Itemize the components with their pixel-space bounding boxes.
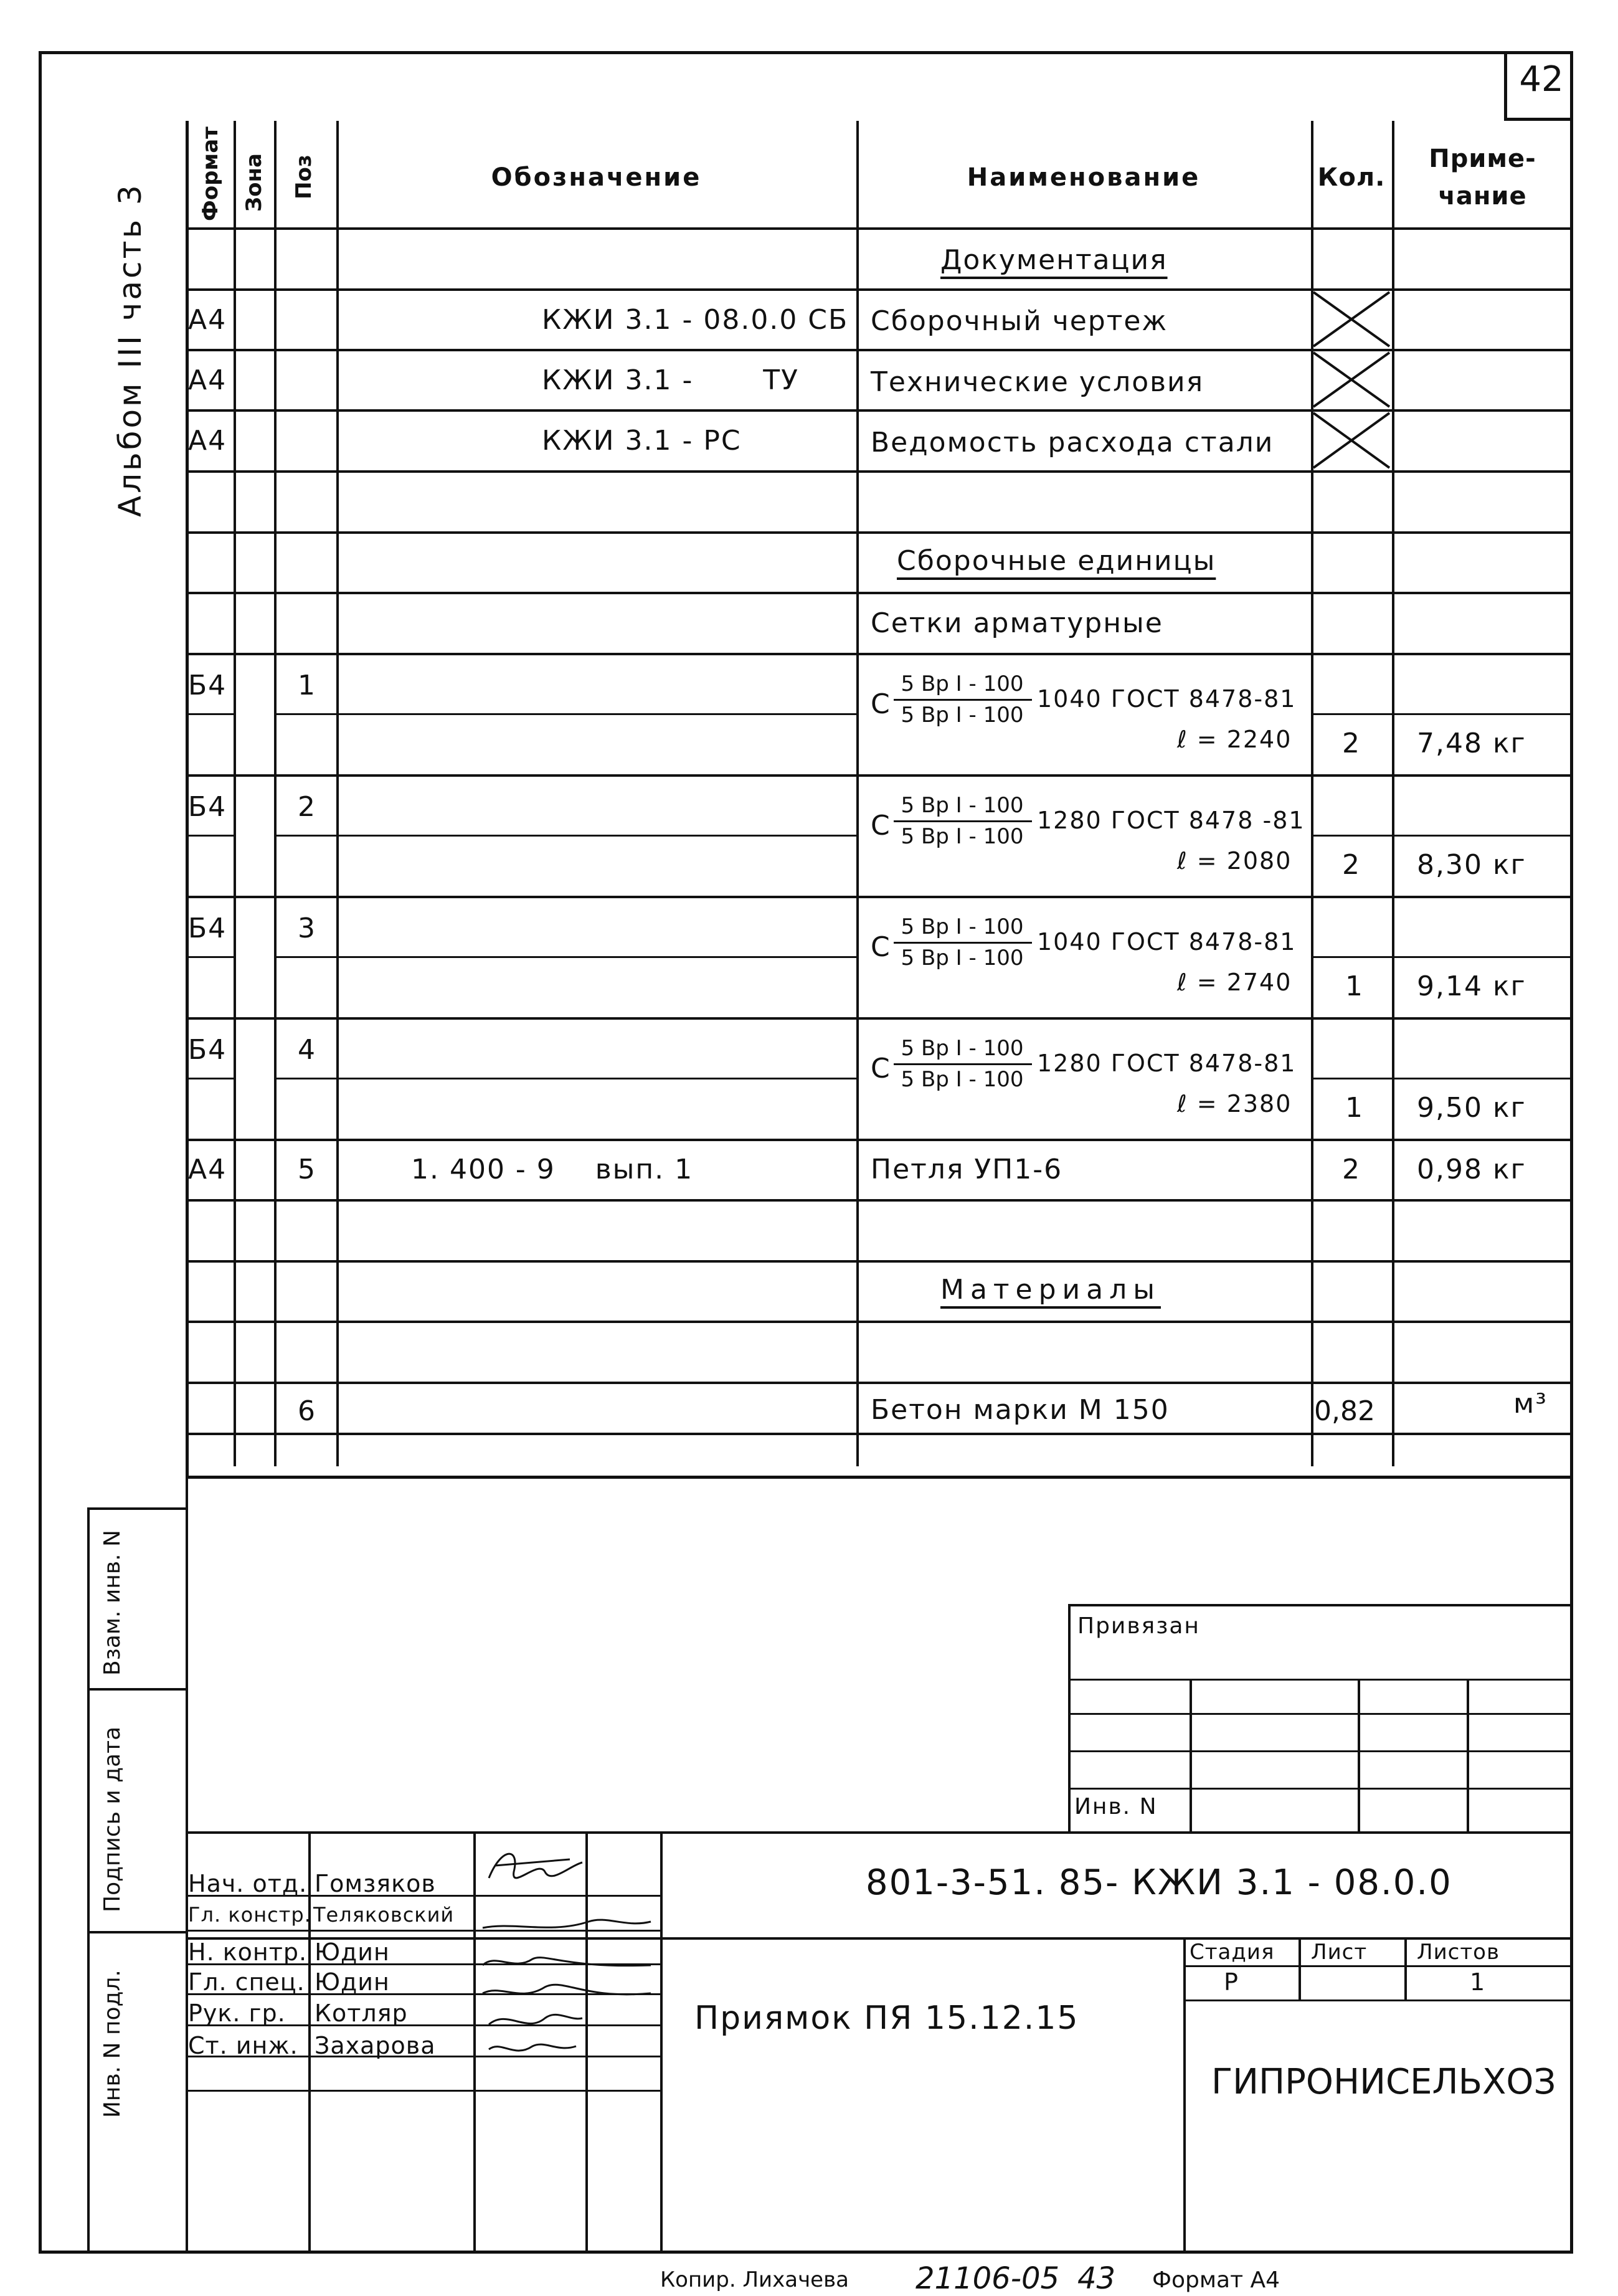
header-note-1: Приме- — [1429, 145, 1536, 173]
loop-name: Петля УП1-6 — [871, 1154, 1063, 1185]
mesh-denominator: 5 Вр I - 100 — [901, 824, 1024, 849]
doc-designation: КЖИ 3.1 - РС — [542, 425, 742, 457]
mesh-pos: 3 — [298, 913, 316, 944]
mesh-spec: 1280 ГОСТ 8478-81 — [1037, 1050, 1297, 1077]
doc-format: А4 — [188, 304, 227, 336]
mesh-note: 8,30 кг — [1417, 849, 1526, 881]
mesh-qty: 2 — [1342, 728, 1361, 759]
sheet-label: Лист — [1311, 1940, 1368, 1965]
product-title: Приямок ПЯ 15.12.15 — [694, 2000, 1079, 2037]
sheet-number: 42 — [1519, 59, 1564, 100]
mesh-denominator: 5 Вр I - 100 — [901, 946, 1024, 970]
doc-name: Сборочный чертеж — [871, 305, 1168, 337]
loop-format: А4 — [188, 1154, 227, 1185]
mesh-numerator: 5 Вр I - 100 — [901, 793, 1024, 818]
mesh-format: Б4 — [188, 1034, 227, 1066]
concrete-name: Бетон марки М 150 — [871, 1394, 1170, 1426]
mesh-note: 9,14 кг — [1417, 970, 1526, 1002]
header-line — [186, 227, 1573, 230]
loop-pos: 5 — [298, 1154, 316, 1185]
mesh-denominator: 5 Вр I - 100 — [901, 703, 1024, 728]
privyazan-label: Привязан — [1077, 1613, 1200, 1639]
mesh-length: ℓ = 2740 — [1177, 969, 1292, 996]
header-designation: Обозначение — [491, 163, 702, 192]
mesh-note: 7,48 кг — [1417, 728, 1526, 759]
loop-qty: 2 — [1342, 1154, 1361, 1185]
doc-designation: КЖИ 3.1 - 08.0.0 СБ — [542, 304, 849, 336]
loop-note: 0,98 кг — [1417, 1154, 1526, 1185]
person: Теляковский — [313, 1903, 455, 1927]
mesh-qty: 2 — [1342, 849, 1361, 881]
person: Котляр — [315, 2000, 408, 2027]
archive-code: 21106-05 — [915, 2261, 1060, 2296]
mesh-qty: 1 — [1345, 970, 1364, 1002]
header-name: Наименование — [967, 163, 1201, 192]
sign-date-label: Подпись и дата — [100, 1726, 125, 1912]
doc-name: Технические условия — [871, 366, 1204, 398]
loop-designation: 1. 400 - 9 вып. 1 — [411, 1154, 694, 1185]
role: Нач. отд. — [188, 1870, 308, 1897]
mesh-numerator: 5 Вр I - 100 — [901, 914, 1024, 939]
cross-marks — [1311, 288, 1392, 470]
section-mesh: Сетки арматурные — [871, 607, 1163, 639]
header-format: Формат — [198, 126, 223, 221]
mesh-numerator: 5 Вр I - 100 — [901, 671, 1024, 696]
mesh-pos: 2 — [298, 791, 316, 823]
concrete-pos: 6 — [298, 1395, 316, 1427]
sheets-value: 1 — [1470, 1968, 1486, 1996]
mesh-format: Б4 — [188, 670, 227, 701]
person: Гомзяков — [315, 1870, 436, 1897]
mesh-spec: 1040 ГОСТ 8478-81 — [1037, 928, 1297, 956]
doc-code: 801-3-51. 85- КЖИ 3.1 - 08.0.0 — [866, 1862, 1452, 1903]
role: Рук. гр. — [188, 2000, 286, 2027]
mesh-denominator: 5 Вр I - 100 — [901, 1067, 1024, 1092]
mesh-length: ℓ = 2080 — [1177, 847, 1292, 875]
section-assembly-units: Сборочные единицы — [897, 545, 1216, 577]
person: Юдин — [315, 1968, 390, 1996]
header-note-2: чание — [1438, 182, 1527, 211]
header-qty: Кол. — [1317, 163, 1386, 192]
col-line — [274, 121, 277, 1466]
header-zone: Зона — [242, 153, 267, 212]
doc-format: А4 — [188, 425, 227, 457]
mesh-c: С — [871, 810, 891, 842]
doc-designation: КЖИ 3.1 - ТУ — [542, 364, 799, 396]
person: Захарова — [315, 2032, 436, 2059]
mesh-spec: 1040 ГОСТ 8478-81 — [1037, 685, 1297, 713]
role: Гл. констр. — [188, 1903, 311, 1927]
stage-label: Стадия — [1190, 1940, 1275, 1965]
doc-format: А4 — [188, 364, 227, 396]
col-line — [234, 121, 236, 1466]
col-line — [1392, 121, 1394, 1466]
role: Гл. спец. — [188, 1968, 305, 1996]
mesh-length: ℓ = 2240 — [1177, 726, 1292, 753]
concrete-note: м³ — [1513, 1388, 1548, 1420]
section-materials: Материалы — [940, 1274, 1161, 1306]
inv-orig-label: Инв. N подл. — [100, 1970, 125, 2118]
mesh-pos: 4 — [298, 1034, 316, 1066]
col-line — [336, 121, 339, 1466]
album-label: Альбом III часть 3 — [112, 183, 148, 517]
replace-inv-label: Взам. инв. N — [100, 1530, 125, 1676]
mesh-spec: 1280 ГОСТ 8478 -81 — [1037, 807, 1305, 834]
privyazan-inv: Инв. N — [1074, 1794, 1158, 1819]
doc-name: Ведомость расхода стали — [871, 427, 1274, 458]
role: Н. контр. — [188, 1938, 308, 1966]
mesh-length: ℓ = 2380 — [1177, 1090, 1292, 1117]
header-pos: Поз — [291, 154, 316, 199]
concrete-qty: 0,82 — [1314, 1395, 1375, 1427]
mesh-c: С — [871, 931, 891, 963]
role: Ст. инж. — [188, 2032, 298, 2059]
mesh-numerator: 5 Вр I - 100 — [901, 1036, 1024, 1061]
mesh-format: Б4 — [188, 791, 227, 823]
mesh-c: С — [871, 688, 891, 720]
signatures — [476, 1834, 657, 2084]
mesh-pos: 1 — [298, 670, 316, 701]
section-documentation: Документация — [940, 244, 1168, 276]
mesh-qty: 1 — [1345, 1092, 1364, 1124]
sheets-label: Листов — [1417, 1940, 1500, 1965]
mesh-c: С — [871, 1053, 891, 1084]
mesh-format: Б4 — [188, 913, 227, 944]
organization: ГИПРОНИСЕЛЬХОЗ — [1211, 2062, 1556, 2102]
format-label: Формат А4 — [1152, 2267, 1280, 2293]
archive-num: 43 — [1077, 2261, 1116, 2296]
person: Юдин — [315, 1938, 390, 1966]
mesh-note: 9,50 кг — [1417, 1092, 1526, 1124]
col-line — [856, 121, 859, 1466]
copied-by: Копир. Лихачева — [660, 2267, 849, 2292]
stage-value: Р — [1224, 1968, 1239, 1996]
